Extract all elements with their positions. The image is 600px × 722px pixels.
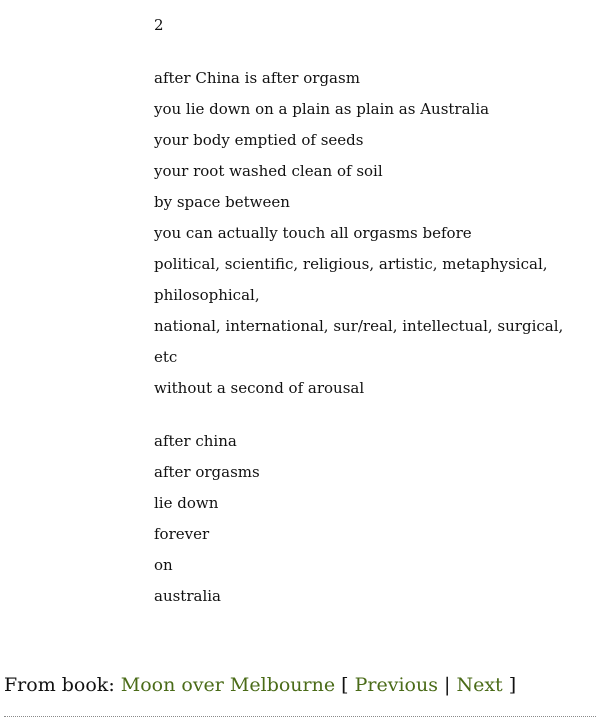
poem-line: without a second of arousal — [154, 379, 365, 397]
poem-line: by space between — [154, 193, 290, 211]
poem-line: national, international, sur/real, intellectual, surgical, — [154, 317, 564, 335]
poem-line: after china — [154, 432, 237, 450]
close-bracket: ] — [508, 674, 517, 696]
poem-line: on — [154, 556, 173, 574]
next-link[interactable]: Next — [456, 674, 503, 696]
from-book-label: From book: — [4, 674, 121, 696]
book-navigation — [4, 671, 596, 699]
poem-line: you can actually touch all orgasms before — [154, 224, 472, 242]
poem-line: forever — [154, 525, 210, 543]
poem-line: after orgasms — [154, 463, 260, 481]
poem-line: etc — [154, 348, 178, 366]
poem-line: your body emptied of seeds — [154, 131, 364, 149]
poem-line: you lie down on a plain as plain as Australia — [154, 100, 490, 118]
poem-line: after China is after orgasm — [154, 69, 360, 87]
stanza-1 — [154, 63, 584, 404]
poem-line: lie down — [154, 494, 219, 512]
poem — [154, 10, 584, 612]
poem-line: political, scientific, religious, artistic, metaphysical, — [154, 255, 548, 273]
stanza-2 — [154, 426, 584, 612]
open-bracket: [ — [341, 674, 349, 696]
footer-divider — [4, 716, 596, 717]
stanza-number: 2 — [154, 16, 164, 34]
poem-line: your root washed clean of soil — [154, 162, 383, 180]
poem-line: australia — [154, 587, 221, 605]
poem-line: philosophical, — [154, 286, 260, 304]
previous-link[interactable]: Previous — [354, 674, 438, 696]
navigation-separator: | — [444, 674, 451, 696]
book-title-link[interactable]: Moon over Melbourne — [120, 674, 336, 696]
